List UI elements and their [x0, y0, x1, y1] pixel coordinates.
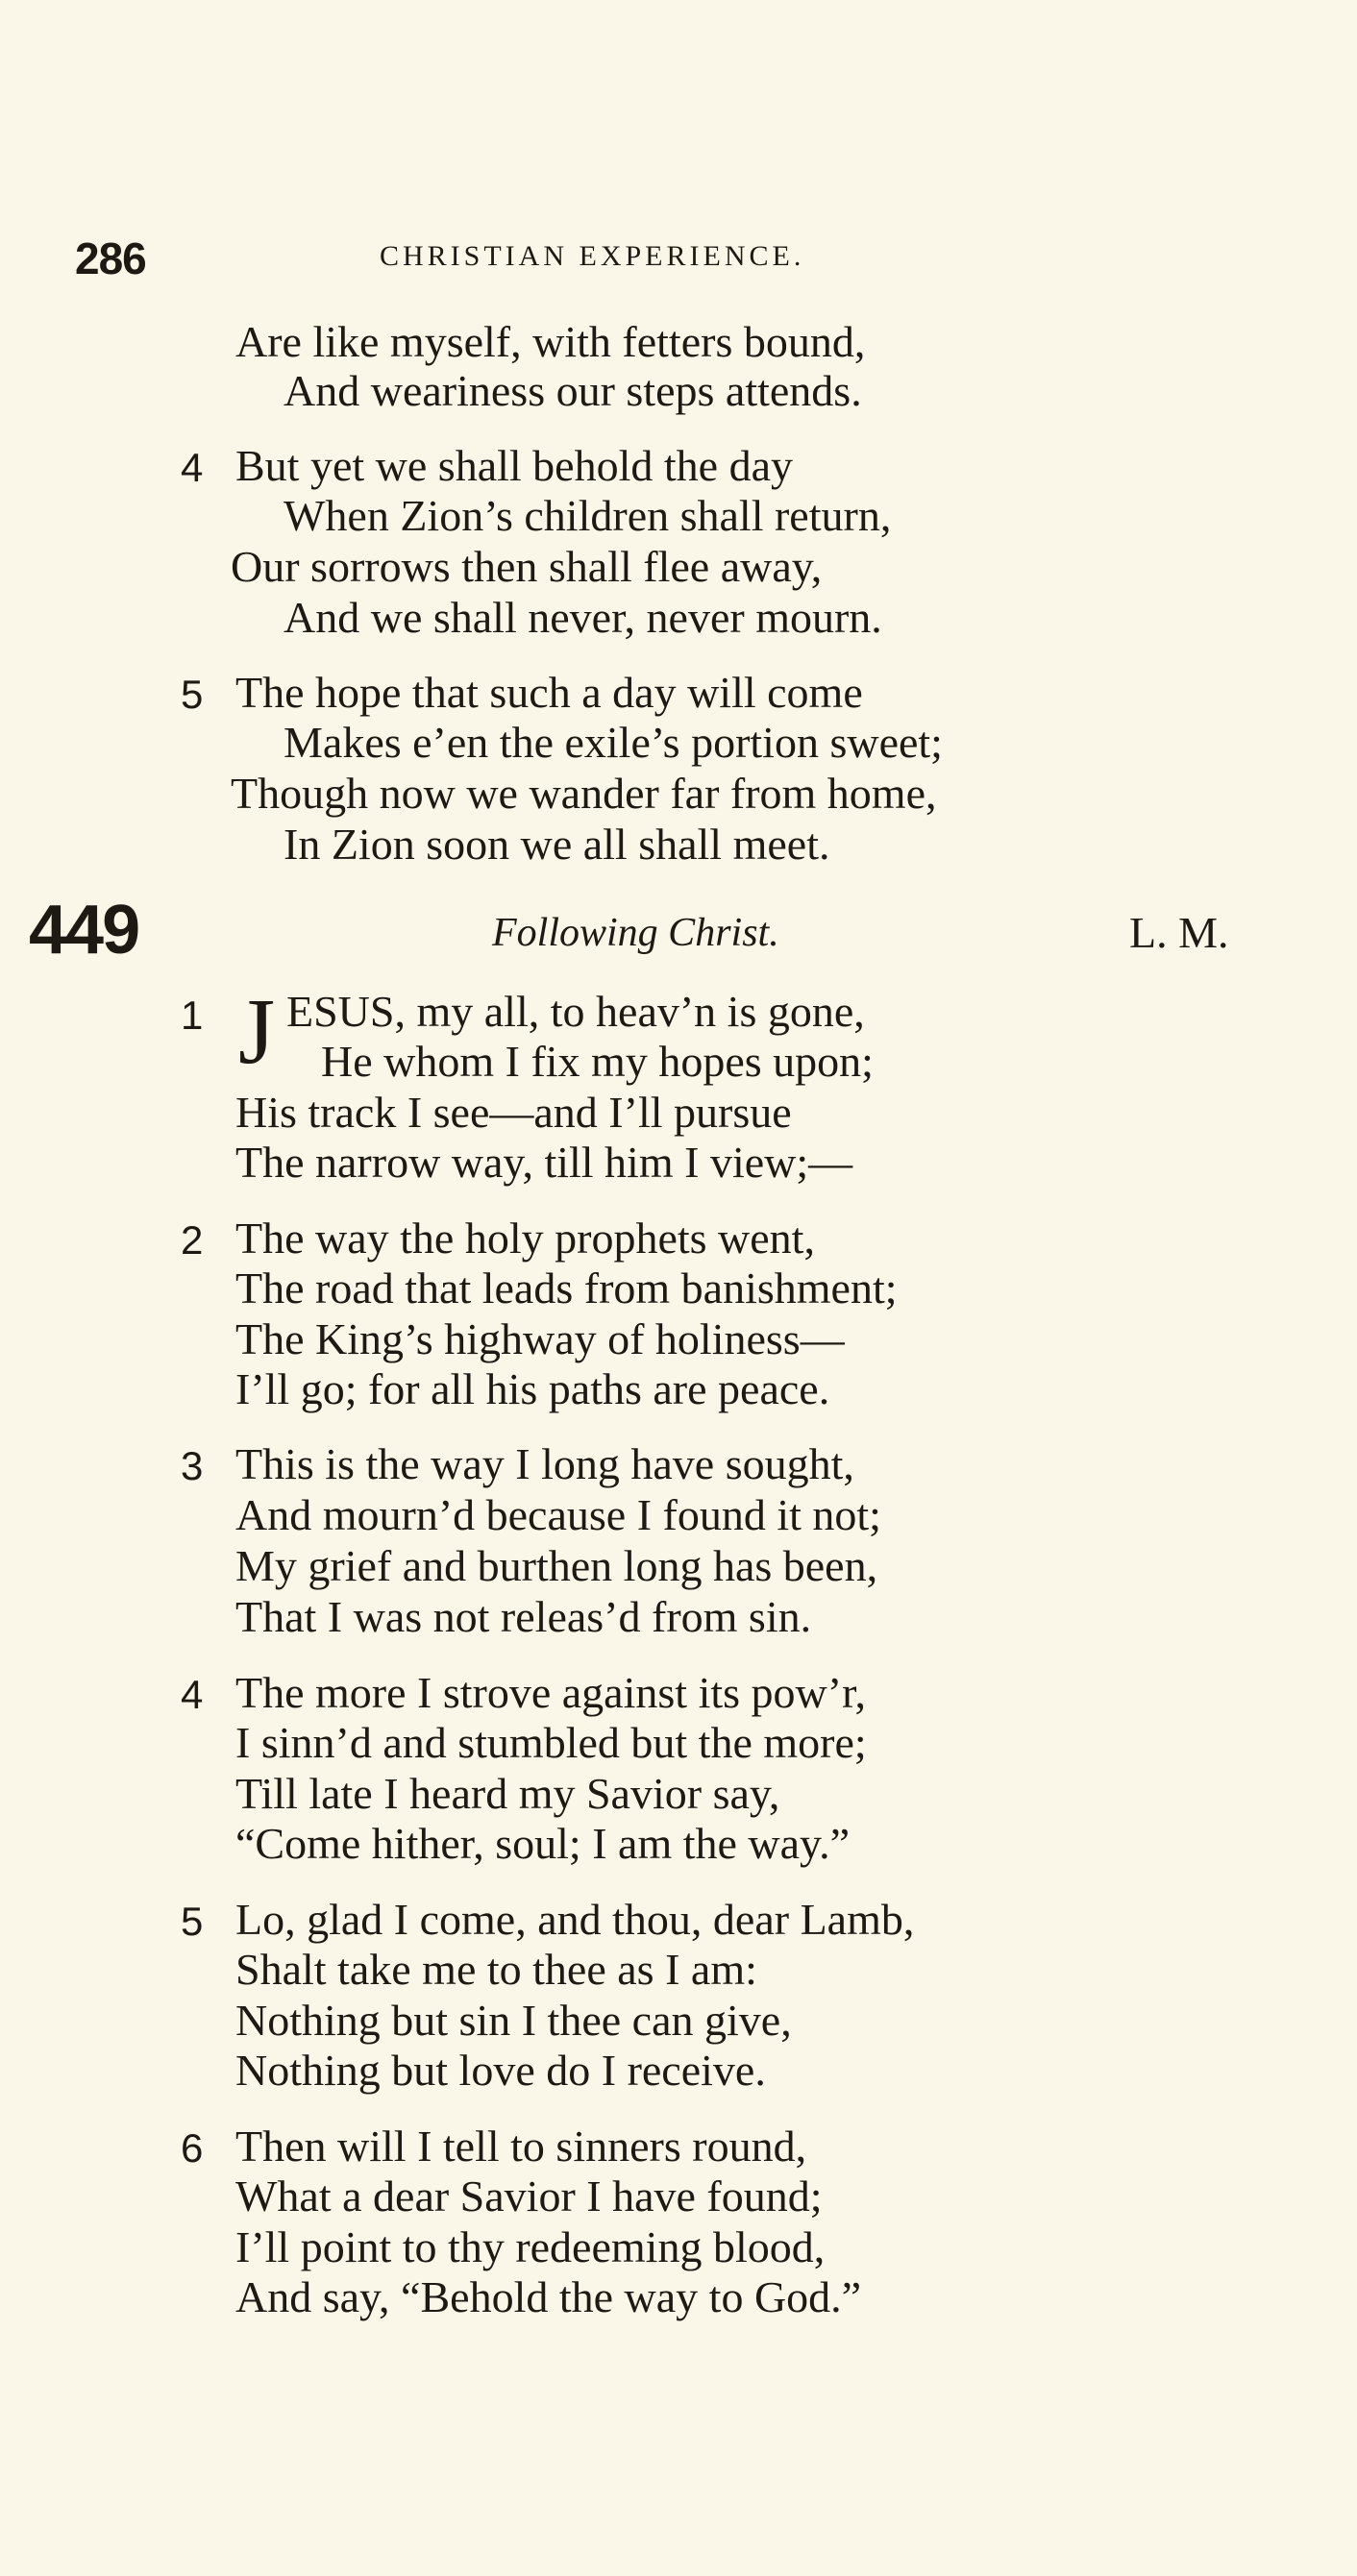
verse-line: What a dear Savior I have found; [235, 2171, 823, 2220]
stanza-number: 3 [181, 1443, 204, 1488]
verse-line: The King’s highway of holiness— [235, 1314, 845, 1363]
verse-line: That I was not releas’d from sin. [235, 1592, 812, 1641]
verse-line: Nothing but love do I receive. [235, 2046, 766, 2095]
stanza-number: 5 [181, 1899, 204, 1944]
verse-line: Then will I tell to sinners round, [235, 2122, 807, 2171]
verse-line: Our sorrows then shall flee away, [231, 542, 823, 591]
verse-line: When Zion’s children shall return, [284, 491, 892, 540]
verse-line: The road that leads from banishment; [235, 1263, 898, 1313]
verse-line: Though now we wander far from home, [231, 769, 937, 818]
stanza-number: 2 [181, 1217, 204, 1263]
running-head: CHRISTIAN EXPERIENCE. [380, 240, 805, 272]
verse-line: His track I see—and I’ll pursue [235, 1088, 792, 1137]
verse-line: The more I strove against its pow’r, [235, 1668, 867, 1717]
verse-line: The way the holy prophets went, [235, 1214, 815, 1263]
verse-line: Makes e’en the exile’s portion sweet; [284, 718, 943, 767]
stanza-number: 4 [181, 445, 204, 490]
stanza-number: 4 [181, 1672, 204, 1717]
verse-line: And say, “Behold the way to God.” [235, 2272, 862, 2321]
verse-line: Are like myself, with fetters bound, [235, 317, 866, 366]
verse-line: This is the way I long have sought, [235, 1439, 854, 1488]
drop-cap: J [238, 980, 276, 1084]
verse-line: I’ll go; for all his paths are peace. [235, 1364, 830, 1413]
page-number: 286 [75, 233, 146, 283]
verse-line: “Come hither, soul; I am the way.” [235, 1819, 850, 1868]
verse-line: Nothing but sin I thee can give, [235, 1996, 792, 2045]
verse-line: But yet we shall behold the day [235, 441, 793, 490]
stanza-number: 1 [181, 993, 204, 1038]
verse-line: He whom I fix my hopes upon; [321, 1037, 874, 1086]
verse-line: And we shall never, never mourn. [284, 593, 882, 642]
verse-line: ESUS, my all, to heav’n is gone, [286, 987, 865, 1036]
verse-line: Lo, glad I come, and thou, dear Lamb, [235, 1895, 915, 1944]
verse-line: And weariness our steps attends. [284, 366, 862, 415]
hymn-number: 449 [29, 892, 139, 969]
verse-line: And mourn’d because I found it not; [235, 1490, 881, 1539]
verse-line: Till late I heard my Savior say, [235, 1769, 780, 1818]
verse-line: I sinn’d and stumbled but the more; [235, 1718, 867, 1767]
stanza-number: 5 [181, 672, 204, 717]
verse-line: The narrow way, till him I view;— [235, 1138, 853, 1187]
verse-line: In Zion soon we all shall meet. [284, 820, 830, 869]
hymn-meter: L. M. [1129, 908, 1229, 957]
verse-line: The hope that such a day will come [235, 668, 863, 717]
verse-line: My grief and burthen long has been, [235, 1541, 878, 1590]
stanza-number: 6 [181, 2125, 204, 2171]
hymn-title: Following Christ. [492, 911, 779, 955]
verse-line: Shalt take me to thee as I am: [235, 1945, 757, 1994]
verse-line: I’ll point to thy redeeming blood, [235, 2222, 826, 2271]
